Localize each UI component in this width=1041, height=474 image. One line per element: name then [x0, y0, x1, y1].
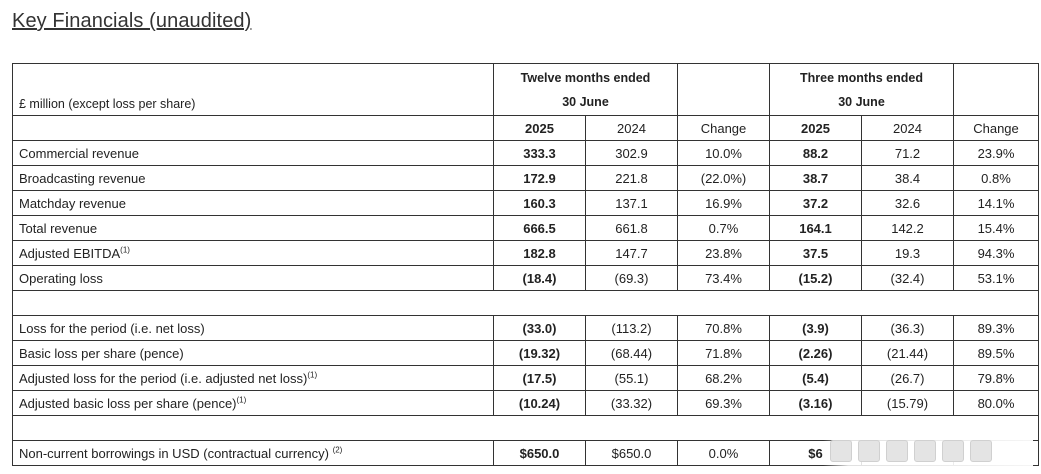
- group-header-twelve-months: [494, 64, 678, 116]
- row-label-text: Broadcasting revenue: [19, 170, 146, 186]
- value-cell: (26.7): [862, 366, 954, 391]
- footnote-marker: (2): [332, 445, 343, 455]
- value-cell: 172.9: [494, 166, 586, 191]
- empty-header-cell: [678, 64, 770, 116]
- share-icon[interactable]: [830, 440, 852, 462]
- value-cell: 10.0%: [678, 141, 770, 166]
- value-cell: 94.3%: [954, 241, 1039, 266]
- value-cell: $6: [770, 441, 862, 466]
- value-cell: 69.3%: [678, 391, 770, 416]
- value-cell: 68.2%: [678, 366, 770, 391]
- share-icon[interactable]: [914, 440, 936, 462]
- row-label: [13, 391, 494, 416]
- value-cell: 160.3: [494, 191, 586, 216]
- row-label-text: Commercial revenue: [19, 145, 139, 161]
- footnote-marker: (1): [307, 370, 318, 380]
- value-cell: 147.7: [586, 241, 678, 266]
- column-header: Change: [678, 116, 770, 141]
- group-header-line1: Twelve months ended: [520, 70, 651, 85]
- column-header-row: [13, 116, 1039, 141]
- value-cell: 666.5: [494, 216, 586, 241]
- column-header: Change: [954, 116, 1039, 141]
- value-cell: 37.2: [770, 191, 862, 216]
- column-header: 2025: [494, 116, 586, 141]
- share-icon-bar: [830, 441, 992, 461]
- table-row: [13, 391, 1039, 416]
- spacer-cell: [13, 291, 1039, 316]
- value-cell: (113.2): [586, 316, 678, 341]
- value-cell: $650.0: [586, 441, 678, 466]
- key-financials-table: [12, 63, 1039, 466]
- value-cell: 71.8%: [678, 341, 770, 366]
- group-header-row: [13, 64, 1039, 116]
- value-cell: 37.5: [770, 241, 862, 266]
- value-cell: 182.8: [494, 241, 586, 266]
- value-cell: 73.4%: [678, 266, 770, 291]
- row-label-text: Adjusted loss for the period (i.e. adjusted net loss): [19, 370, 308, 386]
- value-cell: 221.8: [586, 166, 678, 191]
- value-cell: 70.8%: [678, 316, 770, 341]
- table-row: [13, 316, 1039, 341]
- value-cell: 23.9%: [954, 141, 1039, 166]
- group-header-line1: Three months ended: [800, 70, 923, 85]
- value-cell: 79.8%: [954, 366, 1039, 391]
- page-title: Key Financials (unaudited): [12, 10, 252, 32]
- value-cell: (36.3): [862, 316, 954, 341]
- value-cell: (33.0): [494, 316, 586, 341]
- row-label: [13, 266, 494, 291]
- value-cell: $650.0: [494, 441, 586, 466]
- value-cell: (33.32): [586, 391, 678, 416]
- value-cell: (15.79): [862, 391, 954, 416]
- group-header-three-months: [770, 64, 954, 116]
- value-cell: (55.1): [586, 366, 678, 391]
- value-cell: 38.4: [862, 166, 954, 191]
- row-label-text: Matchday revenue: [19, 195, 126, 211]
- value-cell: 19.3: [862, 241, 954, 266]
- spacer-row: [13, 291, 1039, 316]
- group-header-line2: 30 June: [562, 94, 609, 109]
- row-label: [13, 366, 494, 391]
- value-cell: 89.5%: [954, 341, 1039, 366]
- value-cell: 16.9%: [678, 191, 770, 216]
- empty-header-cell: [954, 64, 1039, 116]
- row-label-text: Total revenue: [19, 220, 98, 236]
- value-cell: (17.5): [494, 366, 586, 391]
- table-row: [13, 341, 1039, 366]
- row-label: [13, 141, 494, 166]
- row-label: [13, 241, 494, 266]
- table-row: [13, 191, 1039, 216]
- value-cell: (19.32): [494, 341, 586, 366]
- row-label: [13, 441, 494, 466]
- group-header-line2: 30 June: [838, 94, 885, 109]
- value-cell: 88.2: [770, 141, 862, 166]
- value-cell: 0.8%: [954, 166, 1039, 191]
- value-cell: 0.0%: [678, 441, 770, 466]
- column-header: 2025: [770, 116, 862, 141]
- column-header: 2024: [862, 116, 954, 141]
- value-cell: 23.8%: [678, 241, 770, 266]
- value-cell: 661.8: [586, 216, 678, 241]
- row-label-text: Adjusted EBITDA: [19, 245, 121, 261]
- footnote-marker: (1): [236, 395, 247, 405]
- value-cell: (68.44): [586, 341, 678, 366]
- value-cell: 15.4%: [954, 216, 1039, 241]
- value-cell: (3.9): [770, 316, 862, 341]
- table-row: [13, 166, 1039, 191]
- value-cell: 71.2: [862, 141, 954, 166]
- value-cell: 142.2: [862, 216, 954, 241]
- value-cell: 80.0%: [954, 391, 1039, 416]
- share-icon[interactable]: [942, 440, 964, 462]
- column-header: 2024: [586, 116, 678, 141]
- value-cell: 164.1: [770, 216, 862, 241]
- value-cell: (15.2): [770, 266, 862, 291]
- row-label: [13, 341, 494, 366]
- value-cell: (21.44): [862, 341, 954, 366]
- value-cell: (32.4): [862, 266, 954, 291]
- footnote-marker: (1): [120, 245, 130, 255]
- table-row: [13, 241, 1039, 266]
- row-label-text: Adjusted basic loss per share (pence): [19, 395, 237, 411]
- row-label-text: Non-current borrowings in USD (contractual currency): [19, 445, 333, 461]
- unit-label: £ million (except loss per share): [13, 64, 494, 116]
- value-cell: 302.9: [586, 141, 678, 166]
- share-icon[interactable]: [858, 440, 880, 462]
- table-row: [13, 266, 1039, 291]
- share-icon[interactable]: [970, 440, 992, 462]
- value-cell: 137.1: [586, 191, 678, 216]
- value-cell: 333.3: [494, 141, 586, 166]
- table-row: [13, 216, 1039, 241]
- empty-header-cell: [13, 116, 494, 141]
- value-cell: 53.1%: [954, 266, 1039, 291]
- table-row: [13, 366, 1039, 391]
- value-cell: (69.3): [586, 266, 678, 291]
- value-cell: (18.4): [494, 266, 586, 291]
- row-label-text: Basic loss per share (pence): [19, 345, 184, 361]
- value-cell: (2.26): [770, 341, 862, 366]
- value-cell: 38.7: [770, 166, 862, 191]
- value-cell: (10.24): [494, 391, 586, 416]
- value-cell: 89.3%: [954, 316, 1039, 341]
- row-label-text: Operating loss: [19, 270, 103, 286]
- value-cell: (3.16): [770, 391, 862, 416]
- table-row: [13, 141, 1039, 166]
- value-cell: 14.1%: [954, 191, 1039, 216]
- row-label: [13, 316, 494, 341]
- share-icon[interactable]: [886, 440, 908, 462]
- value-cell: (22.0%): [678, 166, 770, 191]
- value-cell: (5.4): [770, 366, 862, 391]
- row-label: [13, 191, 494, 216]
- row-label: [13, 216, 494, 241]
- row-label: [13, 166, 494, 191]
- row-label-text: Loss for the period (i.e. net loss): [19, 320, 205, 336]
- value-cell: 0.7%: [678, 216, 770, 241]
- value-cell: 32.6: [862, 191, 954, 216]
